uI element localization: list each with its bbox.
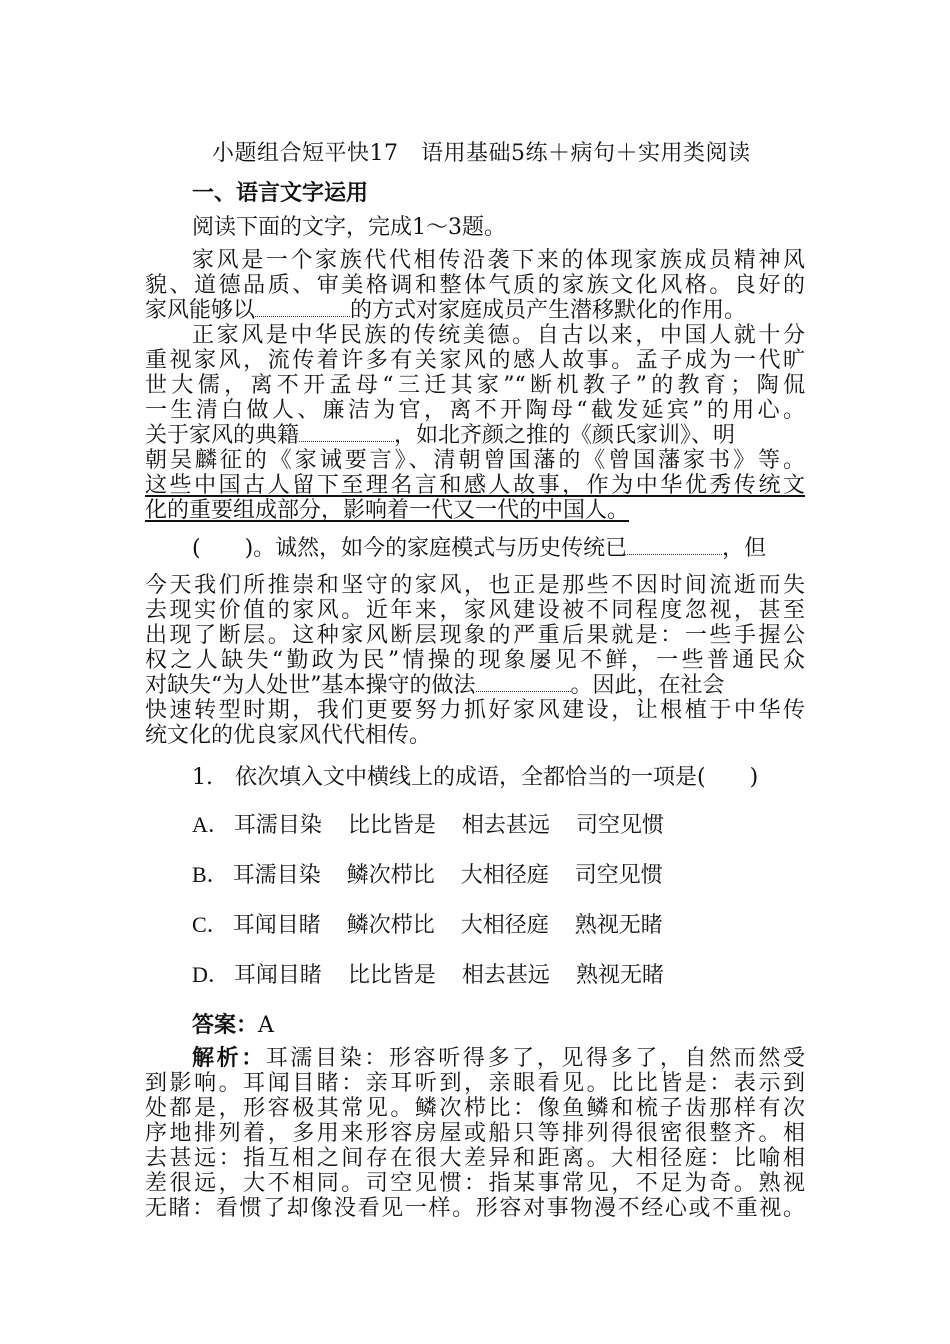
option-c: C． 耳闻目睹 鳞次栉比 大相径庭 熟视无睹 — [192, 912, 663, 937]
analysis-line: 去甚远：指互相之间存在很大差异和距离。大相径庭：比喻相 — [145, 1146, 805, 1171]
analysis-line: 解析：耳濡目染：形容听得多了，见得多了，自然而然受 — [192, 1045, 805, 1071]
fill-blank — [255, 298, 350, 317]
paragraph-line: 朝吴麟征的《家诫要言》、清朝曾国藩的《曾国藩家书》等。 — [145, 448, 805, 473]
answer-value: A — [258, 1013, 274, 1038]
paragraph-line: 对缺失“为人处世”基本操守的做法 。因此，在社会 — [145, 673, 725, 698]
fill-blank — [627, 536, 722, 555]
paragraph-line: 关于家风的典籍 ，如北齐颜之推的《颜氏家训》、明 — [145, 423, 736, 448]
paragraph-line: 世大儒，离不开孟母“三迁其家”“断机教子”的教育；陶侃 — [145, 373, 805, 398]
analysis-line: 到影响。耳闻目睹：亲耳听到，亲眼看见。比比皆是：表示到 — [145, 1071, 805, 1096]
analysis-label: 解析： — [192, 1045, 266, 1071]
section-heading: 一、语言文字运用 — [192, 180, 369, 206]
analysis-line: 处都是，形容极其常见。鳞次栉比：像鱼鳞和梳子齿那样有次 — [145, 1096, 805, 1121]
paragraph-line: 今天我们所推崇和坚守的家风，也正是那些不因时间流逝而失 — [145, 573, 805, 598]
paragraph-line: 快速转型时期，我们更要努力抓好家风建设，让根植于中华传 — [145, 698, 805, 723]
paragraph-line: 家风是一个家族代代相传沿袭下来的体现家族成员精神风 — [192, 248, 805, 273]
paragraph-line: 去现实价值的家风。近年来，家风建设被不同程度忽视，甚至 — [145, 598, 805, 623]
instruction-text: 阅读下面的文字，完成1～3题。 — [192, 215, 506, 240]
paragraph-line: 出现了断层。这种家风断层现象的严重后果就是：一些手握公 — [145, 623, 805, 648]
analysis-line: 差很远，大不相同。司空见惯：指某事常见，不足为奇。熟视 — [145, 1171, 805, 1196]
paragraph-line: 一生清白做人、廉洁为官，离不开陶母“截发延宾”的用心。 — [145, 398, 805, 423]
paragraph-line: 重视家风，流传着许多有关家风的感人故事。孟子成为一代旷 — [145, 348, 805, 373]
paragraph-line: 貌、道德品质、审美格调和整体气质的家族文化风格。良好的 — [145, 273, 805, 298]
analysis-line: 无睹：看惯了却像没看见一样。形容对事物漫不经心或不重视。 — [145, 1196, 805, 1221]
option-d: D． 耳闻目睹 比比皆是 相去甚远 熟视无睹 — [192, 962, 664, 987]
page-title: 小题组合短平快17 语用基础5练＋病句＋实用类阅读 — [212, 141, 751, 166]
fill-blank — [299, 423, 394, 442]
fill-blank — [476, 673, 571, 692]
paragraph-line: 正家风是中华民族的传统美德。自古以来，中国人就十分 — [192, 323, 805, 348]
answer-label: 答案： — [192, 1012, 259, 1038]
answer-line — [192, 1008, 274, 1039]
paragraph-line: ( )。诚然，如今的家庭模式与历史传统已 ，但 — [192, 536, 767, 561]
paragraph-line: 家风能够以 的方式对家庭成员产生潜移默化的作用。 — [145, 298, 747, 323]
analysis-line: 序地排列着，多用来形容房屋或船只等排列得很密很整齐。相 — [145, 1121, 805, 1146]
option-b: B． 耳濡目染 鳞次栉比 大相径庭 司空见惯 — [192, 862, 663, 887]
underlined-sentence: 这些中国古人留下至理名言和感人故事，作为中华优秀传统文 — [145, 473, 805, 498]
question-stem: 1. 依次填入文中横线上的成语，全都恰当的一项是( ) — [192, 765, 759, 790]
option-a: A． 耳濡目染 比比皆是 相去甚远 司空见惯 — [192, 812, 664, 837]
underlined-sentence: 化的重要组成部分，影响着一代又一代的中国人。 — [145, 498, 630, 523]
paragraph-line: 权之人缺失“勤政为民”情操的现象屡见不鲜，一些普通民众 — [145, 648, 805, 673]
paragraph-line: 统文化的优良家风代代相传。 — [145, 723, 432, 748]
